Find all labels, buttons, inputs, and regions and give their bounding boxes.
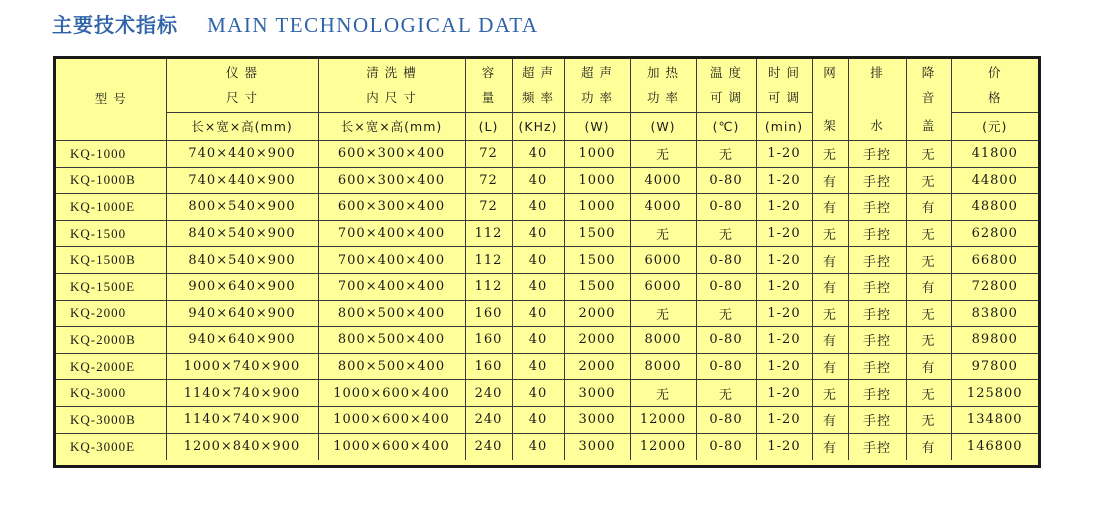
- cell-frequency: 40: [512, 194, 564, 221]
- cell-temperature: 无: [696, 220, 756, 247]
- cell-instrument-size: 1140×740×900: [166, 380, 318, 407]
- cell-model: KQ-3000: [56, 380, 166, 407]
- cell-model: KQ-1500E: [56, 273, 166, 300]
- header-drain: 排 水: [848, 59, 906, 141]
- header-heating-power: 加 热 功 率 (W): [630, 59, 696, 141]
- cell-frequency: 40: [512, 380, 564, 407]
- cell-drain: 手控: [848, 141, 906, 168]
- cell-capacity: 112: [465, 247, 512, 274]
- cell-lid: 无: [906, 141, 951, 168]
- cell-temperature: 0-80: [696, 353, 756, 380]
- cell-instrument-size: 800×540×900: [166, 194, 318, 221]
- cell-drain: 手控: [848, 406, 906, 433]
- table-row: [56, 194, 1038, 221]
- cell-temperature: 0-80: [696, 406, 756, 433]
- cell-lid: 无: [906, 380, 951, 407]
- cell-model: KQ-1000: [56, 141, 166, 168]
- cell-heating-power: 8000: [630, 327, 696, 354]
- cell-model: KQ-1500: [56, 220, 166, 247]
- cell-price: 44800: [951, 167, 1038, 194]
- cell-heating-power: 12000: [630, 406, 696, 433]
- cell-frequency: 40: [512, 220, 564, 247]
- cell-price: 66800: [951, 247, 1038, 274]
- cell-ultrasonic-power: 2000: [564, 300, 630, 327]
- cell-drain: 手控: [848, 327, 906, 354]
- cell-price: 48800: [951, 194, 1038, 221]
- spec-table: [56, 59, 1038, 460]
- header-row: [56, 59, 1038, 141]
- cell-temperature: 0-80: [696, 247, 756, 274]
- cell-instrument-size: 940×640×900: [166, 300, 318, 327]
- cell-time: 1-20: [756, 406, 812, 433]
- cell-ultrasonic-power: 2000: [564, 327, 630, 354]
- cell-model: KQ-1000B: [56, 167, 166, 194]
- cell-lid: 有: [906, 433, 951, 460]
- cell-price: 41800: [951, 141, 1038, 168]
- cell-time: 1-20: [756, 247, 812, 274]
- table-row: [56, 380, 1038, 407]
- cell-tank-size: 700×400×400: [318, 247, 465, 274]
- header-instrument-size: 仪 器 尺 寸 长×宽×高(mm): [166, 59, 318, 141]
- cell-heating-power: 无: [630, 300, 696, 327]
- cell-model: KQ-1000E: [56, 194, 166, 221]
- cell-drain: 手控: [848, 247, 906, 274]
- cell-time: 1-20: [756, 433, 812, 460]
- cell-rack: 有: [812, 167, 848, 194]
- cell-heating-power: 6000: [630, 247, 696, 274]
- cell-capacity: 72: [465, 141, 512, 168]
- cell-lid: 无: [906, 406, 951, 433]
- table-row: [56, 167, 1038, 194]
- cell-tank-size: 800×500×400: [318, 300, 465, 327]
- cell-price: 146800: [951, 433, 1038, 460]
- header-frequency: 超 声 频 率 (KHz): [512, 59, 564, 141]
- cell-temperature: 0-80: [696, 194, 756, 221]
- cell-frequency: 40: [512, 406, 564, 433]
- cell-temperature: 无: [696, 141, 756, 168]
- cell-drain: 手控: [848, 194, 906, 221]
- cell-rack: 有: [812, 353, 848, 380]
- cell-capacity: 112: [465, 220, 512, 247]
- cell-temperature: 0-80: [696, 273, 756, 300]
- cell-frequency: 40: [512, 247, 564, 274]
- cell-tank-size: 1000×600×400: [318, 380, 465, 407]
- cell-tank-size: 600×300×400: [318, 194, 465, 221]
- cell-heating-power: 无: [630, 220, 696, 247]
- cell-temperature: 无: [696, 380, 756, 407]
- spec-table-frame: [53, 56, 1041, 468]
- cell-capacity: 160: [465, 327, 512, 354]
- cell-heating-power: 无: [630, 141, 696, 168]
- cell-rack: 无: [812, 220, 848, 247]
- cell-rack: 有: [812, 247, 848, 274]
- cell-lid: 有: [906, 273, 951, 300]
- cell-heating-power: 无: [630, 380, 696, 407]
- cell-price: 62800: [951, 220, 1038, 247]
- header-price: 价 格 (元): [951, 59, 1038, 141]
- header-capacity: 容 量 (L): [465, 59, 512, 141]
- cell-price: 72800: [951, 273, 1038, 300]
- header-time: 时 间 可 调 (min): [756, 59, 812, 141]
- cell-temperature: 0-80: [696, 167, 756, 194]
- cell-tank-size: 600×300×400: [318, 141, 465, 168]
- cell-instrument-size: 1140×740×900: [166, 406, 318, 433]
- cell-lid: 有: [906, 353, 951, 380]
- cell-instrument-size: 940×640×900: [166, 327, 318, 354]
- cell-instrument-size: 1000×740×900: [166, 353, 318, 380]
- cell-time: 1-20: [756, 167, 812, 194]
- cell-temperature: 0-80: [696, 433, 756, 460]
- cell-frequency: 40: [512, 300, 564, 327]
- cell-frequency: 40: [512, 141, 564, 168]
- cell-capacity: 72: [465, 194, 512, 221]
- cell-frequency: 40: [512, 167, 564, 194]
- cell-price: 134800: [951, 406, 1038, 433]
- cell-model: KQ-1500B: [56, 247, 166, 274]
- cell-time: 1-20: [756, 300, 812, 327]
- cell-lid: 无: [906, 220, 951, 247]
- cell-tank-size: 700×400×400: [318, 220, 465, 247]
- cell-time: 1-20: [756, 353, 812, 380]
- cell-tank-size: 800×500×400: [318, 353, 465, 380]
- cell-lid: 无: [906, 327, 951, 354]
- cell-frequency: 40: [512, 327, 564, 354]
- table-row: [56, 300, 1038, 327]
- cell-temperature: 0-80: [696, 327, 756, 354]
- cell-drain: 手控: [848, 353, 906, 380]
- cell-capacity: 240: [465, 406, 512, 433]
- cell-model: KQ-2000E: [56, 353, 166, 380]
- cell-time: 1-20: [756, 273, 812, 300]
- cell-rack: 有: [812, 433, 848, 460]
- cell-time: 1-20: [756, 380, 812, 407]
- cell-tank-size: 600×300×400: [318, 167, 465, 194]
- cell-drain: 手控: [848, 273, 906, 300]
- table-row: [56, 353, 1038, 380]
- cell-lid: 无: [906, 167, 951, 194]
- cell-rack: 有: [812, 327, 848, 354]
- cell-capacity: 72: [465, 167, 512, 194]
- cell-rack: 无: [812, 141, 848, 168]
- page-title: [52, 10, 539, 40]
- cell-tank-size: 1000×600×400: [318, 406, 465, 433]
- cell-frequency: 40: [512, 433, 564, 460]
- cell-capacity: 112: [465, 273, 512, 300]
- cell-ultrasonic-power: 1000: [564, 141, 630, 168]
- title-english: MAIN TECHNOLOGICAL DATA: [207, 13, 539, 37]
- cell-model: KQ-3000E: [56, 433, 166, 460]
- cell-heating-power: 4000: [630, 194, 696, 221]
- cell-price: 125800: [951, 380, 1038, 407]
- cell-rack: 有: [812, 406, 848, 433]
- cell-price: 97800: [951, 353, 1038, 380]
- cell-rack: 无: [812, 380, 848, 407]
- cell-ultrasonic-power: 1500: [564, 273, 630, 300]
- cell-time: 1-20: [756, 220, 812, 247]
- cell-price: 83800: [951, 300, 1038, 327]
- cell-heating-power: 12000: [630, 433, 696, 460]
- cell-ultrasonic-power: 1500: [564, 220, 630, 247]
- cell-drain: 手控: [848, 433, 906, 460]
- cell-drain: 手控: [848, 380, 906, 407]
- table-row: [56, 247, 1038, 274]
- cell-ultrasonic-power: 3000: [564, 380, 630, 407]
- cell-heating-power: 8000: [630, 353, 696, 380]
- cell-capacity: 160: [465, 353, 512, 380]
- cell-ultrasonic-power: 3000: [564, 406, 630, 433]
- cell-tank-size: 1000×600×400: [318, 433, 465, 460]
- cell-ultrasonic-power: 1500: [564, 247, 630, 274]
- cell-lid: 无: [906, 300, 951, 327]
- cell-time: 1-20: [756, 327, 812, 354]
- cell-instrument-size: 1200×840×900: [166, 433, 318, 460]
- cell-heating-power: 4000: [630, 167, 696, 194]
- cell-capacity: 240: [465, 380, 512, 407]
- cell-temperature: 无: [696, 300, 756, 327]
- cell-model: KQ-2000: [56, 300, 166, 327]
- cell-frequency: 40: [512, 273, 564, 300]
- cell-ultrasonic-power: 1000: [564, 167, 630, 194]
- cell-drain: 手控: [848, 220, 906, 247]
- cell-drain: 手控: [848, 300, 906, 327]
- cell-capacity: 160: [465, 300, 512, 327]
- cell-instrument-size: 840×540×900: [166, 247, 318, 274]
- table-row: [56, 406, 1038, 433]
- cell-instrument-size: 840×540×900: [166, 220, 318, 247]
- cell-instrument-size: 740×440×900: [166, 141, 318, 168]
- cell-lid: 无: [906, 247, 951, 274]
- cell-rack: 无: [812, 300, 848, 327]
- table-row: [56, 433, 1038, 460]
- header-tank-size: 清 洗 槽 内 尺 寸 长×宽×高(mm): [318, 59, 465, 141]
- cell-instrument-size: 900×640×900: [166, 273, 318, 300]
- cell-tank-size: 700×400×400: [318, 273, 465, 300]
- table-row: [56, 327, 1038, 354]
- cell-lid: 有: [906, 194, 951, 221]
- cell-ultrasonic-power: 3000: [564, 433, 630, 460]
- cell-rack: 有: [812, 273, 848, 300]
- cell-tank-size: 800×500×400: [318, 327, 465, 354]
- header-model: 型 号: [56, 59, 166, 141]
- cell-frequency: 40: [512, 353, 564, 380]
- cell-time: 1-20: [756, 194, 812, 221]
- cell-model: KQ-2000B: [56, 327, 166, 354]
- cell-ultrasonic-power: 2000: [564, 353, 630, 380]
- cell-capacity: 240: [465, 433, 512, 460]
- header-lid: 降 音 盖: [906, 59, 951, 141]
- cell-drain: 手控: [848, 167, 906, 194]
- table-row: [56, 273, 1038, 300]
- cell-heating-power: 6000: [630, 273, 696, 300]
- table-row: [56, 141, 1038, 168]
- title-chinese: 主要技术指标: [52, 13, 178, 37]
- cell-rack: 有: [812, 194, 848, 221]
- cell-ultrasonic-power: 1000: [564, 194, 630, 221]
- header-ultrasonic-power: 超 声 功 率 (W): [564, 59, 630, 141]
- cell-model: KQ-3000B: [56, 406, 166, 433]
- table-row: [56, 220, 1038, 247]
- header-rack: 网 架: [812, 59, 848, 141]
- cell-price: 89800: [951, 327, 1038, 354]
- header-temperature: 温 度 可 调 (℃): [696, 59, 756, 141]
- cell-instrument-size: 740×440×900: [166, 167, 318, 194]
- cell-time: 1-20: [756, 141, 812, 168]
